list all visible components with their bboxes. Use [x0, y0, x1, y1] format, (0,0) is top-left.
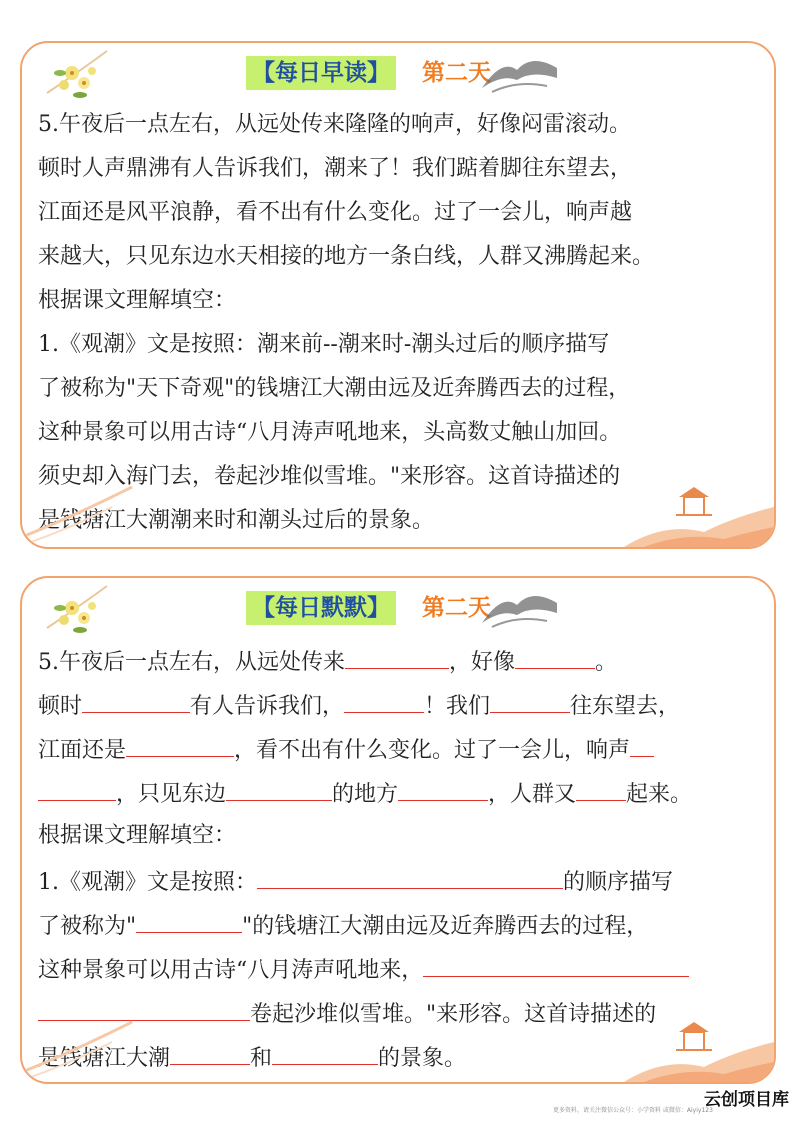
dictation-title: 【每日默默】	[246, 591, 396, 625]
passage-line: 根据课文理解填空：	[38, 288, 237, 313]
evening-dictation-card	[20, 576, 776, 1084]
fill-blank[interactable]	[136, 902, 242, 933]
passage-line: 是钱塘江大潮潮来时和潮头过后的景象。	[38, 508, 435, 533]
brand-watermark: 云创项目库	[704, 1090, 789, 1110]
dictation-line: 是钱塘江大潮 和 的景象。	[38, 1034, 768, 1078]
fill-blank[interactable]	[423, 946, 689, 977]
fill-blank[interactable]	[576, 770, 626, 801]
fill-blank[interactable]	[272, 1034, 378, 1065]
fill-blank[interactable]	[398, 770, 488, 801]
fill-blank[interactable]	[490, 682, 570, 713]
dictation-line: 顿时 有人告诉我们， ！我们 往东望去，	[38, 682, 768, 726]
ink-mountain-icon	[462, 48, 562, 98]
dictation-line: 根据课文理解填空：	[38, 823, 237, 848]
fill-blank[interactable]	[126, 726, 234, 757]
dictation-line: 1.《观潮》文是按照： 的顺序描写	[38, 858, 768, 902]
dictation-line: ，只见东边 的地方 ，人群又 起来。	[38, 770, 768, 814]
passage-line: 顿时人声鼎沸有人告诉我们，潮来了！我们踮着脚往东望去，	[38, 156, 633, 181]
passage-line: 来越大，只见东边水天相接的地方一条白线，人群又沸腾起来。	[38, 244, 655, 269]
passage-line: 5.午夜后一点左右，从远处传来隆隆的响声，好像闷雷滚动。	[38, 112, 631, 137]
fill-blank[interactable]	[630, 726, 654, 757]
dictation-line: 了被称为" "的钱塘江大潮由远及近奔腾西去的过程，	[38, 902, 768, 946]
reading-title: 【每日早读】	[246, 56, 396, 90]
fill-blank[interactable]	[515, 638, 595, 669]
fill-blank[interactable]	[345, 638, 449, 669]
brush-sweep-decoration	[22, 477, 142, 547]
fill-blank[interactable]	[170, 1034, 250, 1065]
dictation-line: 5.午夜后一点左右，从远处传来 ，好像 。	[38, 638, 768, 682]
dictation-line: 江面还是 ，看不出有什么变化。过了一会儿，响声	[38, 726, 768, 770]
morning-reading-card	[20, 41, 776, 549]
footer-note: 更多资料，请关注微信公众号：小学资料 或微信：Aiyiy123	[553, 1107, 713, 1114]
fill-blank[interactable]	[257, 858, 563, 889]
ink-mountain-icon	[462, 583, 562, 633]
brush-sweep-decoration	[22, 1012, 142, 1082]
passage-line: 1.《观潮》文是按照：潮来前--潮来时-潮头过后的顺序描写	[38, 332, 610, 357]
dictation-day: 第二天	[422, 595, 491, 621]
dictation-line: 这种景象可以用古诗“八月涛声吼地来，	[38, 946, 768, 990]
dictation-line: 卷起沙堆似雪堆。"来形容。这首诗描述的	[38, 990, 768, 1034]
fill-blank[interactable]	[344, 682, 424, 713]
passage-line: 江面还是风平浪静，看不出有什么变化。过了一会儿，响声越	[38, 200, 633, 225]
passage-line: 这种景象可以用古诗“八月涛声吼地来，头高数丈触山加回。	[38, 420, 622, 445]
fill-blank[interactable]	[82, 682, 190, 713]
fill-blank[interactable]	[226, 770, 332, 801]
reading-day: 第二天	[422, 60, 491, 86]
passage-line: 须史却入海门去，卷起沙堆似雪堆。"来形容。这首诗描述的	[38, 464, 621, 489]
passage-line: 了被称为"天下奇观"的钱塘江大潮由远及近奔腾西去的过程，	[38, 376, 631, 401]
fill-blank[interactable]	[38, 770, 116, 801]
pavilion-icon	[624, 477, 774, 547]
pavilion-icon	[624, 1012, 774, 1082]
